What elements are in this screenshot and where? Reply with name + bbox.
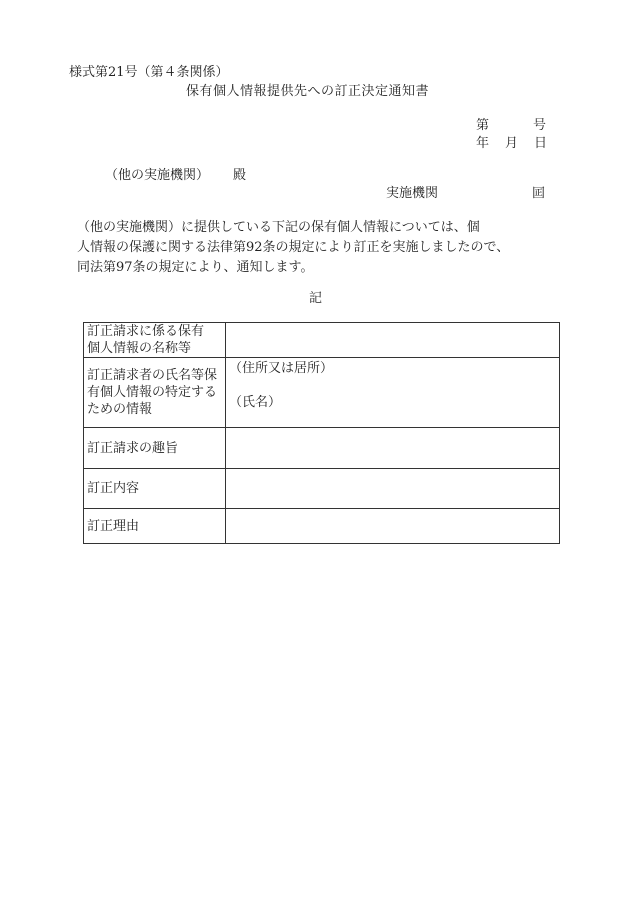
recipient-name: （他の実施機関） xyxy=(105,168,210,183)
row-value-purpose xyxy=(226,428,560,469)
table-row xyxy=(84,509,560,544)
date-month-label: 月 xyxy=(505,136,519,151)
correction-details-table xyxy=(83,322,560,544)
row-value-info-name xyxy=(226,323,560,358)
notice-body-line: （他の実施機関）に提供している下記の保有個人情報については、個 xyxy=(77,220,480,235)
table-row xyxy=(84,358,560,428)
reference-number-prefix: 第 xyxy=(476,118,490,133)
table-row xyxy=(84,323,560,358)
form-number: 様式第21号（第４条関係） xyxy=(69,65,229,80)
row-label-content: 訂正内容 xyxy=(84,469,226,509)
row-label-purpose: 訂正請求の趣旨 xyxy=(84,428,226,469)
name-placeholder: （氏名） xyxy=(229,395,282,410)
table-row xyxy=(84,469,560,509)
row-value-requester xyxy=(226,358,560,428)
address-placeholder: （住所又は居所） xyxy=(229,361,334,376)
row-value-reason xyxy=(226,509,560,544)
notice-body xyxy=(77,218,567,278)
seal-icon: 囸 xyxy=(532,186,546,201)
date-year-label: 年 xyxy=(476,136,490,151)
row-label-requester: 訂正請求者の氏名等保有個人情報の特定するための情報 xyxy=(84,358,226,428)
row-label-reason: 訂正理由 xyxy=(84,509,226,544)
reference-number-suffix: 号 xyxy=(533,118,547,133)
date-day-label: 日 xyxy=(534,136,548,151)
recipient-honorific: 殿 xyxy=(233,168,247,183)
notice-body-line: 人情報の保護に関する法律第92条の規定により訂正を実施しましたので、 xyxy=(77,240,510,255)
sender-label: 実施機関 xyxy=(386,186,439,201)
row-label-info-name: 訂正請求に係る保有個人情報の名称等 xyxy=(84,323,226,358)
notice-body-line: 同法第97条の規定により、通知します。 xyxy=(77,260,314,275)
document-title: 保有個人情報提供先への訂正決定通知書 xyxy=(186,84,430,99)
row-value-content xyxy=(226,469,560,509)
table-row xyxy=(84,428,560,469)
ki-heading: 記 xyxy=(309,291,323,306)
